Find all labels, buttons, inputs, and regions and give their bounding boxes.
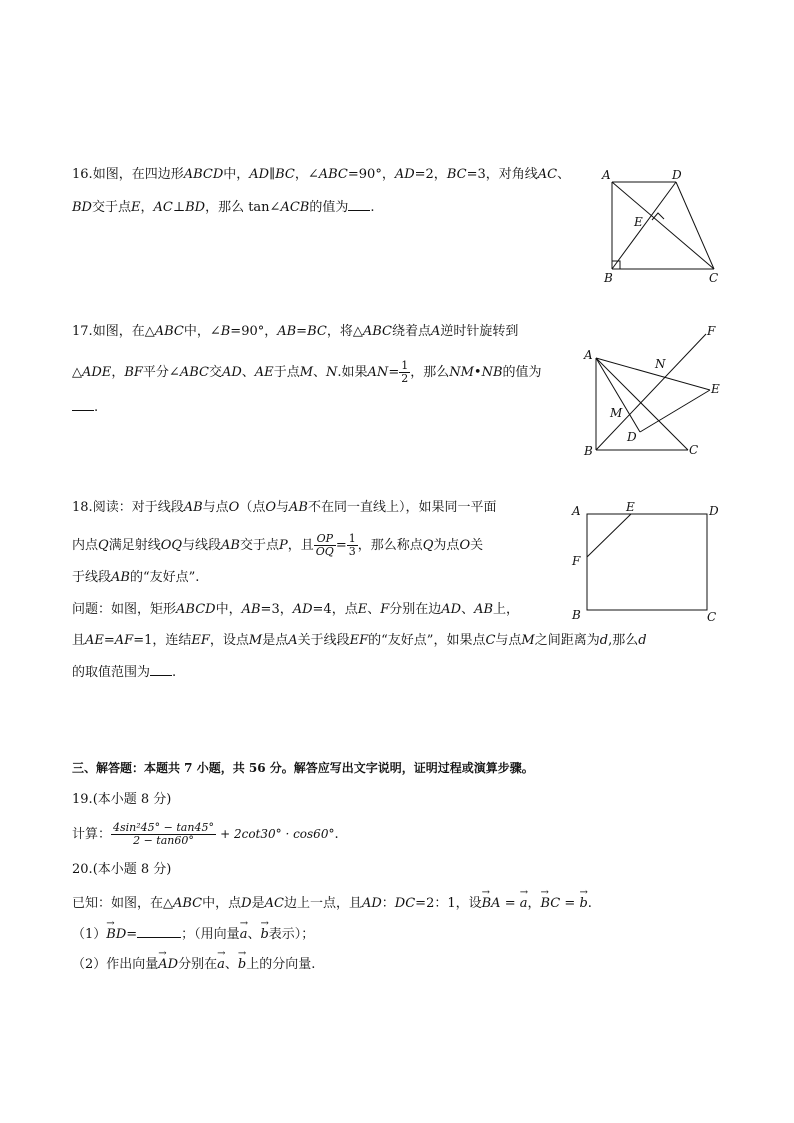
label-E: E: [634, 215, 643, 229]
q17-line1: 17.如图，在△ABC中，∠B=90°，AB=BC，将△ABC绕着点A逆时针旋转到: [72, 324, 519, 339]
answer-blank: [72, 398, 94, 411]
label-C: C: [709, 271, 719, 285]
answer-blank: [348, 198, 370, 211]
label-A: A: [602, 168, 611, 182]
q16-line1: 16.如图，在四边形ABCD中，AD∥BC，∠ABC=90°，AD=2，BC=3，对角线AC、: [72, 167, 571, 182]
fraction-op-oq: $\frac{OP}{OQ}$: [315, 532, 334, 558]
q18-line1: 18.阅读：对于线段AB与点O（点O与AB不在同一直线上），如果同一平面: [72, 500, 497, 515]
label-E: E: [711, 382, 720, 396]
vector-b: → b: [238, 955, 246, 975]
q20-part1: （1）→ BD= ；（用向量→ a、→ b表示）；: [72, 925, 314, 945]
vector-BA: → BA: [482, 894, 501, 914]
label-E: E: [626, 500, 635, 514]
label-M: M: [610, 406, 623, 420]
vector-a: → a: [240, 925, 248, 945]
label-A: A: [584, 348, 593, 362]
label-C: C: [707, 610, 717, 624]
q18-figure: [566, 498, 728, 626]
fraction-one-third: $\frac{1}{3}$: [348, 532, 356, 558]
q18-line2: 内点Q满足射线OQ与线段AB交于点P，且 $\frac{OP}{OQ}$ = $\frac{1}{3}$ ，那么称点Q为点O关: [72, 532, 484, 558]
vector-a: → a: [217, 955, 225, 975]
label-B: B: [604, 271, 613, 285]
q18-line5: 且AE=AF=1，连结EF，设点M是点A关于线段EF的“友好点”，如果点C与点M之间距离为d,那么d: [72, 633, 647, 648]
q16-line2: BD交于点E，AC⊥BD，那么 tan∠ACB的值为 .: [72, 200, 375, 215]
vector-b: → b: [260, 925, 268, 945]
label-B: B: [572, 608, 581, 622]
q17-line2: △ADE，BF平分∠ABC交AD、AE于点M、N.如果AN= $\frac{1}{2}$ ，那么NM•NB的值为: [72, 359, 542, 385]
label-F: F: [572, 554, 581, 568]
section-heading: 三、解答题：本题共 7 小题，共 56 分。解答应写出文字说明，证明过程或演算步骤。: [72, 761, 534, 775]
q20-part2: （2）作出向量→ AD分别在→ a、→ b上的分向量.: [72, 955, 315, 975]
q18-line3: 于线段AB的“友好点”.: [72, 570, 200, 585]
q16-figure: [596, 165, 726, 287]
vector-BD: → BD: [106, 925, 126, 945]
q18-line6: 的取值范围为 .: [72, 665, 177, 680]
label-A: A: [572, 504, 581, 518]
q20-line1: 已知：如图，在△ABC中，点D是AC边上一点，且AD：DC=2：1，设→ BA = → a，→ BC = → b.: [72, 894, 592, 914]
label-N: N: [655, 357, 666, 371]
answer-blank: [137, 925, 181, 938]
vector-BC: → BC: [541, 894, 561, 914]
q19-header: 19.(本小题 8 分): [72, 792, 172, 807]
q20-header: 20.(本小题 8 分): [72, 862, 172, 877]
label-D: D: [709, 504, 719, 518]
label-F: F: [707, 324, 716, 338]
q17-figure: [578, 322, 728, 462]
q17-line3: .: [72, 398, 98, 418]
vector-a: → a: [520, 894, 528, 914]
fraction-one-half: $\frac{1}{2}$: [401, 359, 409, 385]
q19-fraction: $\frac{\text{4sin²45° − tan45°}}{2 - \tan 60^\circ}$: [113, 821, 214, 847]
label-D: D: [672, 168, 682, 182]
q18-line4: 问题：如图，矩形ABCD中，AB=3，AD=4，点E、F分别在边AD、AB上，: [72, 602, 520, 617]
q19-expression: 计算： $\frac{\text{4sin²45° − tan45°}}{2 - \tan 60^\circ}$ + 2cot30° · cos60°.: [72, 821, 339, 847]
vector-b: → b: [579, 894, 587, 914]
label-C: C: [689, 443, 699, 457]
label-D: D: [627, 430, 637, 444]
vector-AD: → AD: [158, 955, 178, 975]
label-B: B: [584, 444, 593, 458]
answer-blank: [150, 663, 172, 676]
